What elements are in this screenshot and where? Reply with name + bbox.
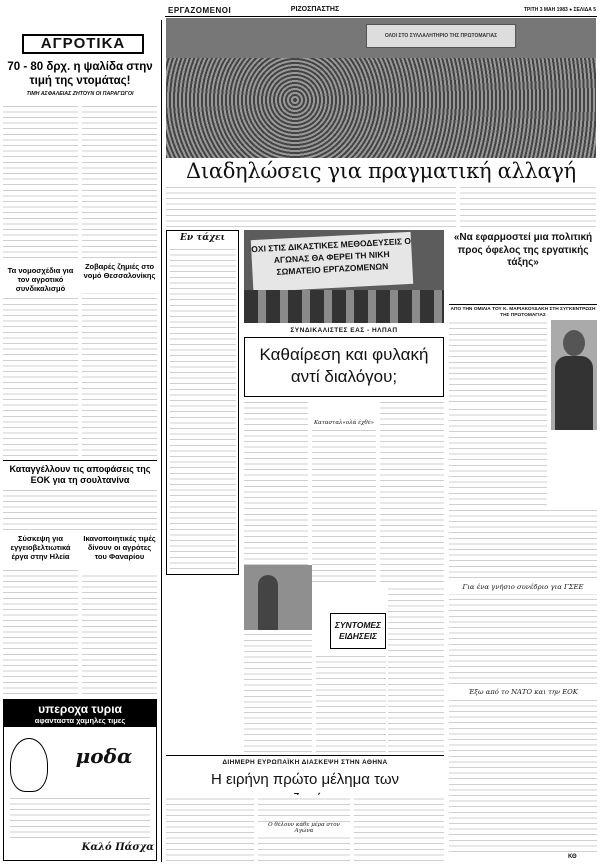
quote-byline: ΑΠΟ ΤΗΝ ΟΜΙΛΙΑ ΤΟΥ Κ. ΜΑΡΙΑΚΟΥΔΑΚΗ ΣΤΗ ΣΥΓΚΕΝΤΡΩΣΗ ΤΗΣ ΠΡΩΤΟΜΑΓΙΑΣ — [450, 307, 596, 318]
news-brief-body — [170, 247, 236, 569]
cheese-ad — [3, 699, 157, 861]
speaker-body — [555, 356, 593, 430]
strike-body-col2 — [312, 430, 376, 582]
tomato-body-col1 — [3, 103, 78, 258]
peace-body-col1 — [166, 795, 254, 861]
brief-body — [388, 586, 444, 752]
fanari-title: Ικανοποιητικές τιμές δίνουν οι αγρότες του Φαναρίου — [83, 534, 156, 561]
footer-mark: ΚΘ — [568, 854, 577, 860]
agrotika-title: ΑΓΡΟΤΙΚΑ — [40, 35, 126, 52]
brief-badge — [330, 613, 386, 649]
lead-headline: Διαδηλώσεις για πραγματική αλλαγή — [166, 158, 596, 184]
meeting-body — [244, 712, 312, 752]
syndicalism-body — [3, 298, 78, 456]
news-brief-title: Εν τάχει — [180, 233, 225, 243]
ad-banner — [4, 700, 156, 727]
syndicalism-title: Τα νομοσχέδια για τον αγροτικό συνδικαλισμό — [7, 266, 74, 293]
agrotika-section — [0, 0, 160, 866]
quote-subhead-2: Έξω από το ΝΑΤΟ και την ΕΟΚ — [468, 688, 578, 696]
quote-body-2 — [449, 508, 597, 578]
rule — [449, 304, 597, 305]
ad-tagline: Καλό Πάσχα — [81, 842, 154, 853]
strike-banner-text: ΟΧΙ ΣΤΙΣ ΔΙΚΑΣΤΙΚΕΣ ΜΕΘΟΔΕΥΣΕΙΣ Ο ΑΓΩΝΑΣ ΘΑ ΦΕΡΕΙ ΤΗ ΝΙΚΗ ΣΩΜΑΤΕΙΟ ΕΡΓΑΖΟΜΕΝΩΝ — [251, 235, 412, 277]
ad-line1: υπεροχα τυρια — [38, 702, 122, 716]
peace-subhead: Ο θέλουν κάθε μέρα στον Αγώνα — [258, 822, 350, 834]
rule — [3, 460, 157, 461]
brief-body-2 — [316, 652, 386, 752]
quote-subhead-1: Για ένα γνήσιο συνέδριο για ΓΣΕΕ — [462, 583, 584, 591]
peace-body-col3 — [354, 795, 444, 861]
figure — [258, 575, 278, 630]
speaker-photo — [551, 320, 597, 430]
crowd — [166, 58, 596, 163]
ilia-body — [3, 566, 78, 694]
tomato-body-col2 — [82, 103, 157, 258]
meeting-caption — [244, 633, 312, 708]
quote-body-4 — [449, 700, 597, 852]
strike-headline-box — [244, 337, 444, 397]
strike-body-col3 — [380, 402, 444, 582]
lead-body-right — [460, 187, 596, 227]
strike-body-col1 — [244, 402, 308, 582]
tomato-headline: 70 - 80 δρχ. η ψαλίδα στην τιμή της ντομάτας! — [7, 61, 153, 87]
ad-brand: μοδα — [75, 744, 133, 768]
strike-headline: Καθαίρεση και φυλακή αντί διαλόγου; — [259, 345, 429, 386]
speaker-head — [563, 330, 585, 356]
quote-headline: «Να εφαρμοστεί μια πολιτική προς όφελος της εργατικής τάξης» — [453, 232, 593, 268]
ilia-title: Σύσκεψη για εγγειοβελτιωτικά έργα στην Ηλεία — [10, 534, 71, 561]
quote-intro — [449, 322, 547, 402]
eec-title: Καταγγέλλουν τις αποφάσεις της ΕΟΚ για τη σουλτανίνα — [9, 464, 151, 485]
ad-figure — [10, 738, 48, 792]
strike-subhead: Κατασταλ«ολά έχθέ» — [313, 420, 375, 426]
masthead-rule — [165, 16, 597, 17]
column-rule — [161, 20, 162, 862]
banner-sign — [366, 24, 516, 48]
lead-body — [166, 187, 456, 227]
ad-line2: αφανταστα χαμηλες τιμες — [34, 716, 126, 725]
demonstration-photo — [166, 18, 596, 163]
brief-badge-text: ΣΥΝΤΟΜΕΣ ΕΙΔΗΣΕΙΣ — [334, 620, 382, 641]
agrotika-title-box — [22, 34, 144, 54]
news-brief-box — [166, 230, 239, 575]
damages-title: Ζοβαρές ζημιές στο νομό Θεσσαλονίκης — [83, 262, 156, 280]
meeting-photo — [244, 565, 312, 630]
damages-body — [82, 293, 157, 456]
banner-sign-text: ΟΛΟΙ ΣΤΟ ΣΥΛΛΑΛΗΤΗΡΙΟ ΤΗΣ ΠΡΩΤΟΜΑΓΙΑΣ — [384, 33, 498, 39]
peace-kicker: ΔΙΗΜΕΡΗ ΕΥΡΩΠΑΪΚΗ ΔΙΑΣΚΕΨΗ ΣΤΗΝ ΑΘΗΝΑ — [222, 759, 388, 766]
quote-body-3 — [449, 594, 597, 684]
fanari-body — [82, 575, 157, 694]
ad-addresses — [10, 796, 150, 838]
strike-banner — [251, 232, 414, 292]
newspaper-name: ΡΙΖΟΣΠΑΣΤΗΣ — [290, 6, 340, 13]
strike-kicker: ΣΥΝΔΙΚΑΛΙΣΤΕΣ ΕΑΣ - ΗΛΠΑΠ — [290, 327, 398, 334]
rule — [166, 755, 444, 756]
eec-body — [3, 490, 157, 530]
section-label: ΕΡΓΑΖΟΜΕΝΟΙ — [168, 6, 232, 15]
date-page: ΤΡΙΤΗ 3 ΜΑΗ 1983 ● ΣΕΛΙΔΑ 5 — [523, 7, 596, 13]
strikers — [244, 290, 444, 323]
tomato-subhead: ΤΙΜΗ ΑΣΦΑΛΕΙΑΣ ΖΗΤΟΥΝ ΟΙ ΠΑΡΑΓΩΓΟΙ — [26, 91, 134, 97]
quote-body-1 — [449, 405, 547, 505]
strike-photo — [244, 230, 444, 323]
peace-headline: Η ειρήνη πρώτο μέλημα των — [210, 771, 400, 788]
